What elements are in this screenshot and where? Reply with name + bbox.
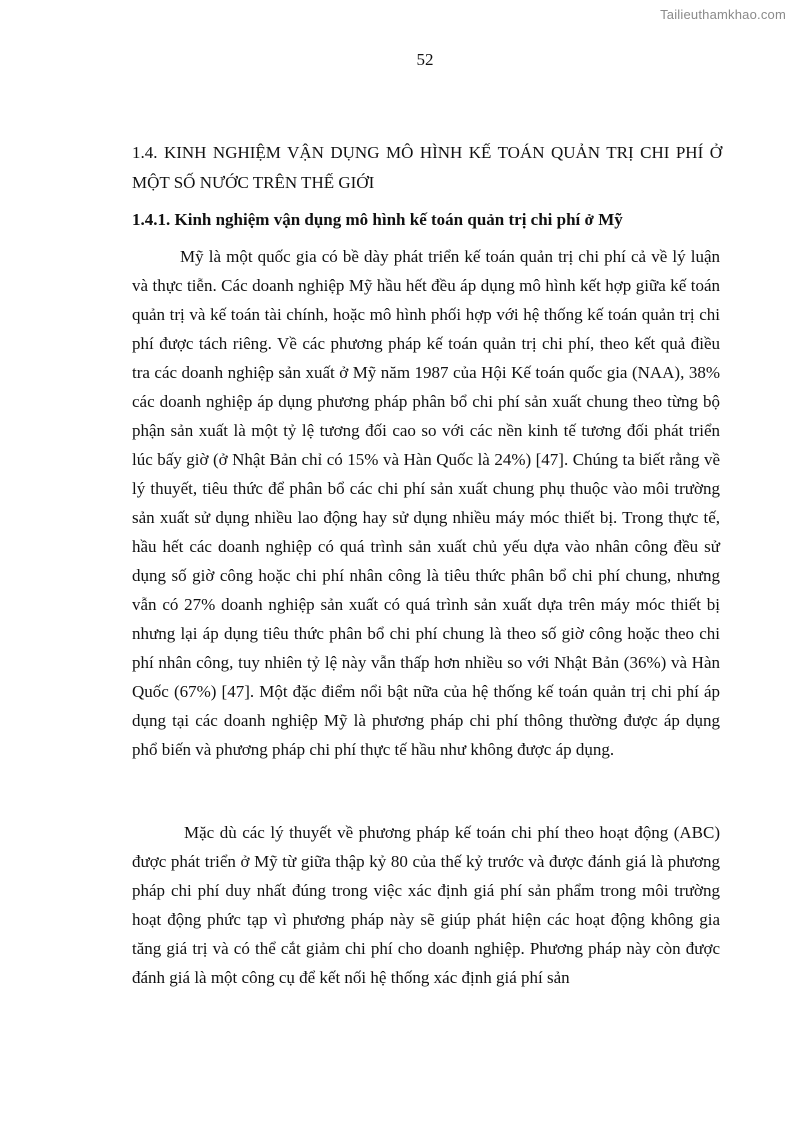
watermark-text: Tailieuthamkhao.com — [660, 7, 786, 22]
section-heading: 1.4. KINH NGHIỆM VẬN DỤNG MÔ HÌNH KẾ TOÁN QUẢN TRỊ CHI PHÍ Ở MỘT SỐ NƯỚC TRÊN THẾ GIỚI — [132, 143, 722, 192]
page-number: 52 — [416, 50, 434, 69]
body-paragraph: Mỹ là một quốc gia có bề dày phát triển kế toán quản trị chi phí cả về lý luận và thực tiễn. Các doanh nghiệp Mỹ hầu hết đều áp dụng mô hình kết hợp giữa kế toán quản trị và kế toán tài chính, hoặc mô hình phối hợp với hệ thống kế toán quản trị chi phí được tách riêng. Về các phương pháp kế toán quản trị chi phí, theo kết quả điều tra các doanh nghiệp sản xuất ở Mỹ năm 1987 của Hội Kế toán quốc gia (NAA), 38% các doanh nghiệp áp dụng phương pháp phân bổ chi phí sản xuất chung theo từng bộ phận sản xuất là một tỷ lệ tương đối cao so với các nền kinh tế tương đối phát triển lúc bấy giờ (ở Nhật Bản chỉ có 15% và Hàn Quốc là 24%) [47]. Chúng ta biết rằng về lý thuyết, tiêu thức để phân bổ các chi phí sản xuất chung phụ thuộc vào môi trường sản xuất sử dụng nhiều lao động hay sử dụng nhiều máy móc thiết bị. Trong thực tế, hầu hết các doanh nghiệp có quá trình sản xuất chủ yếu dựa vào nhân công đều sử dụng số giờ công hoặc chi phí nhân công là tiêu thức phân bổ chi phí chung, nhưng vẫn có 27% doanh nghiệp sản xuất có quá trình sản xuất dựa trên máy móc thiết bị nhưng lại áp dụng tiêu thức phân bổ chi phí chung là theo số giờ công hoặc theo chi phí nhân công, tuy nhiên tỷ lệ này vẫn thấp hơn nhiều so với Nhật Bản (36%) và Hàn Quốc (67%) [47]. Một đặc điểm nổi bật nữa của hệ thống kế toán quản trị chi phí áp dụng tại các doanh nghiệp Mỹ là phương pháp chi phí thông thường được áp dụng phổ biến và phương pháp chi phí thực tế hầu như không được áp dụng. — [132, 247, 720, 759]
body-paragraph: Mặc dù các lý thuyết về phương pháp kế toán chi phí theo hoạt động (ABC) được phát triển ở Mỹ từ giữa thập kỷ 80 của thế kỷ trước và được đánh giá là phương pháp chi phí duy nhất đúng trong việc xác định giá phí sản phẩm trong môi trường hoạt động phức tạp vì phương pháp này sẽ giúp phát hiện các hoạt động không gia tăng giá trị và có thể cắt giảm chi phí cho doanh nghiệp. Phương pháp này còn được đánh giá là một công cụ để kết nối hệ thống xác định giá phí sản — [132, 823, 720, 987]
subsection-heading: 1.4.1. Kinh nghiệm vận dụng mô hình kế toán quản trị chi phí ở Mỹ — [132, 210, 623, 229]
